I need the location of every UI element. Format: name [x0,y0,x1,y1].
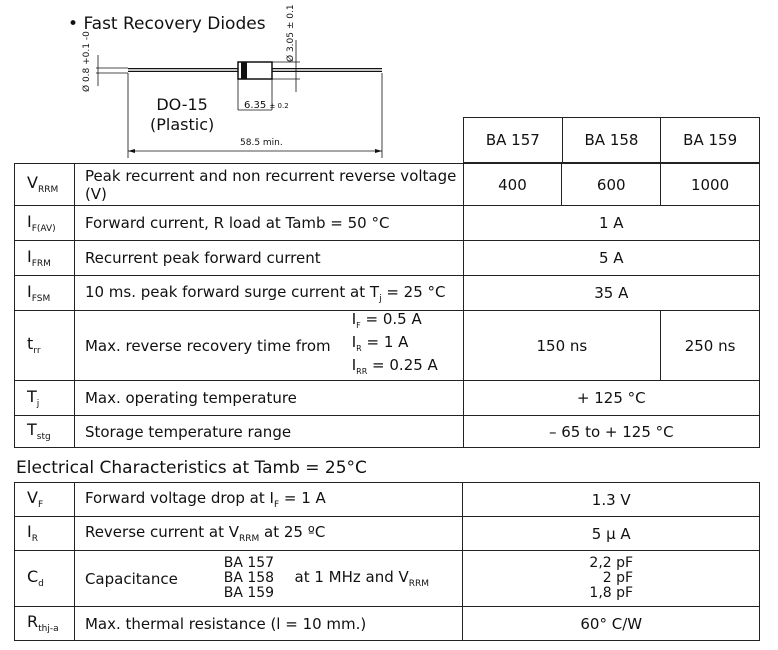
lead-diameter-label: Ø 0.8 +0.1 -0 [82,31,92,92]
body-length-label: 6.35 ± 0.2 [244,100,289,111]
product-title: • Fast Recovery Diodes [68,14,266,34]
table-row: $I_{FSM}$ 10 ms. peak forward surge current at $T_j = 25$ °C 35 A [15,276,760,311]
total-length-label: 58.5 min. [240,138,283,148]
table-row: $I_{FRM}$ Recurrent peak forward current 5 A [15,241,760,276]
ratings-table [14,163,760,448]
table-row: $I_R$ Reverse current at $V_{RRM}$ at 25 ºC 5 µ A [15,517,760,551]
table-row: $T_{stg}$ Storage temperature range – 65 to + 125 °C [15,416,760,448]
table-row: $V_{RRM}$ Peak recurrent and non recurrent reverse voltage (V) 400 600 1000 [15,164,760,206]
electrical-title: Electrical Characteristics at Tamb = 25°C [16,458,367,478]
col-ba158: BA 158 [562,118,661,163]
electrical-table [14,482,760,641]
package-name: DO-15 (Plastic) [150,95,215,134]
table-row: $t_{rr}$ Max. reverse recovery time from $I_F = 0.5$ A $I_R = 1$ A $I_{RR} = 0.25$ A 150 ns 250 ns [15,311,760,381]
body-diameter-label: Ø 3.05 ± 0.1 [286,4,296,62]
table-row: $R_{thj-a}$ Max. thermal resistance (l = 10 mm.) 60° C/W [15,607,760,641]
table-row: $C_d$ Capacitance BA 157 BA 158 BA 159 at 1 MHz and $V_{RRM}$ 2,2 pF 2 pF 1,8 pF [15,551,760,607]
col-ba157: BA 157 [464,118,563,163]
package-drawing [0,0,400,160]
col-ba159: BA 159 [661,118,760,163]
table-row: $V_F$ Forward voltage drop at $I_F = 1$ A 1.3 V [15,483,760,517]
table-row: $I_{F(AV)}$ Forward current, R load at Tamb = 50 °C 1 A [15,206,760,241]
model-header [463,117,760,163]
table-row: $T_j$ Max. operating temperature + 125 °C [15,381,760,416]
